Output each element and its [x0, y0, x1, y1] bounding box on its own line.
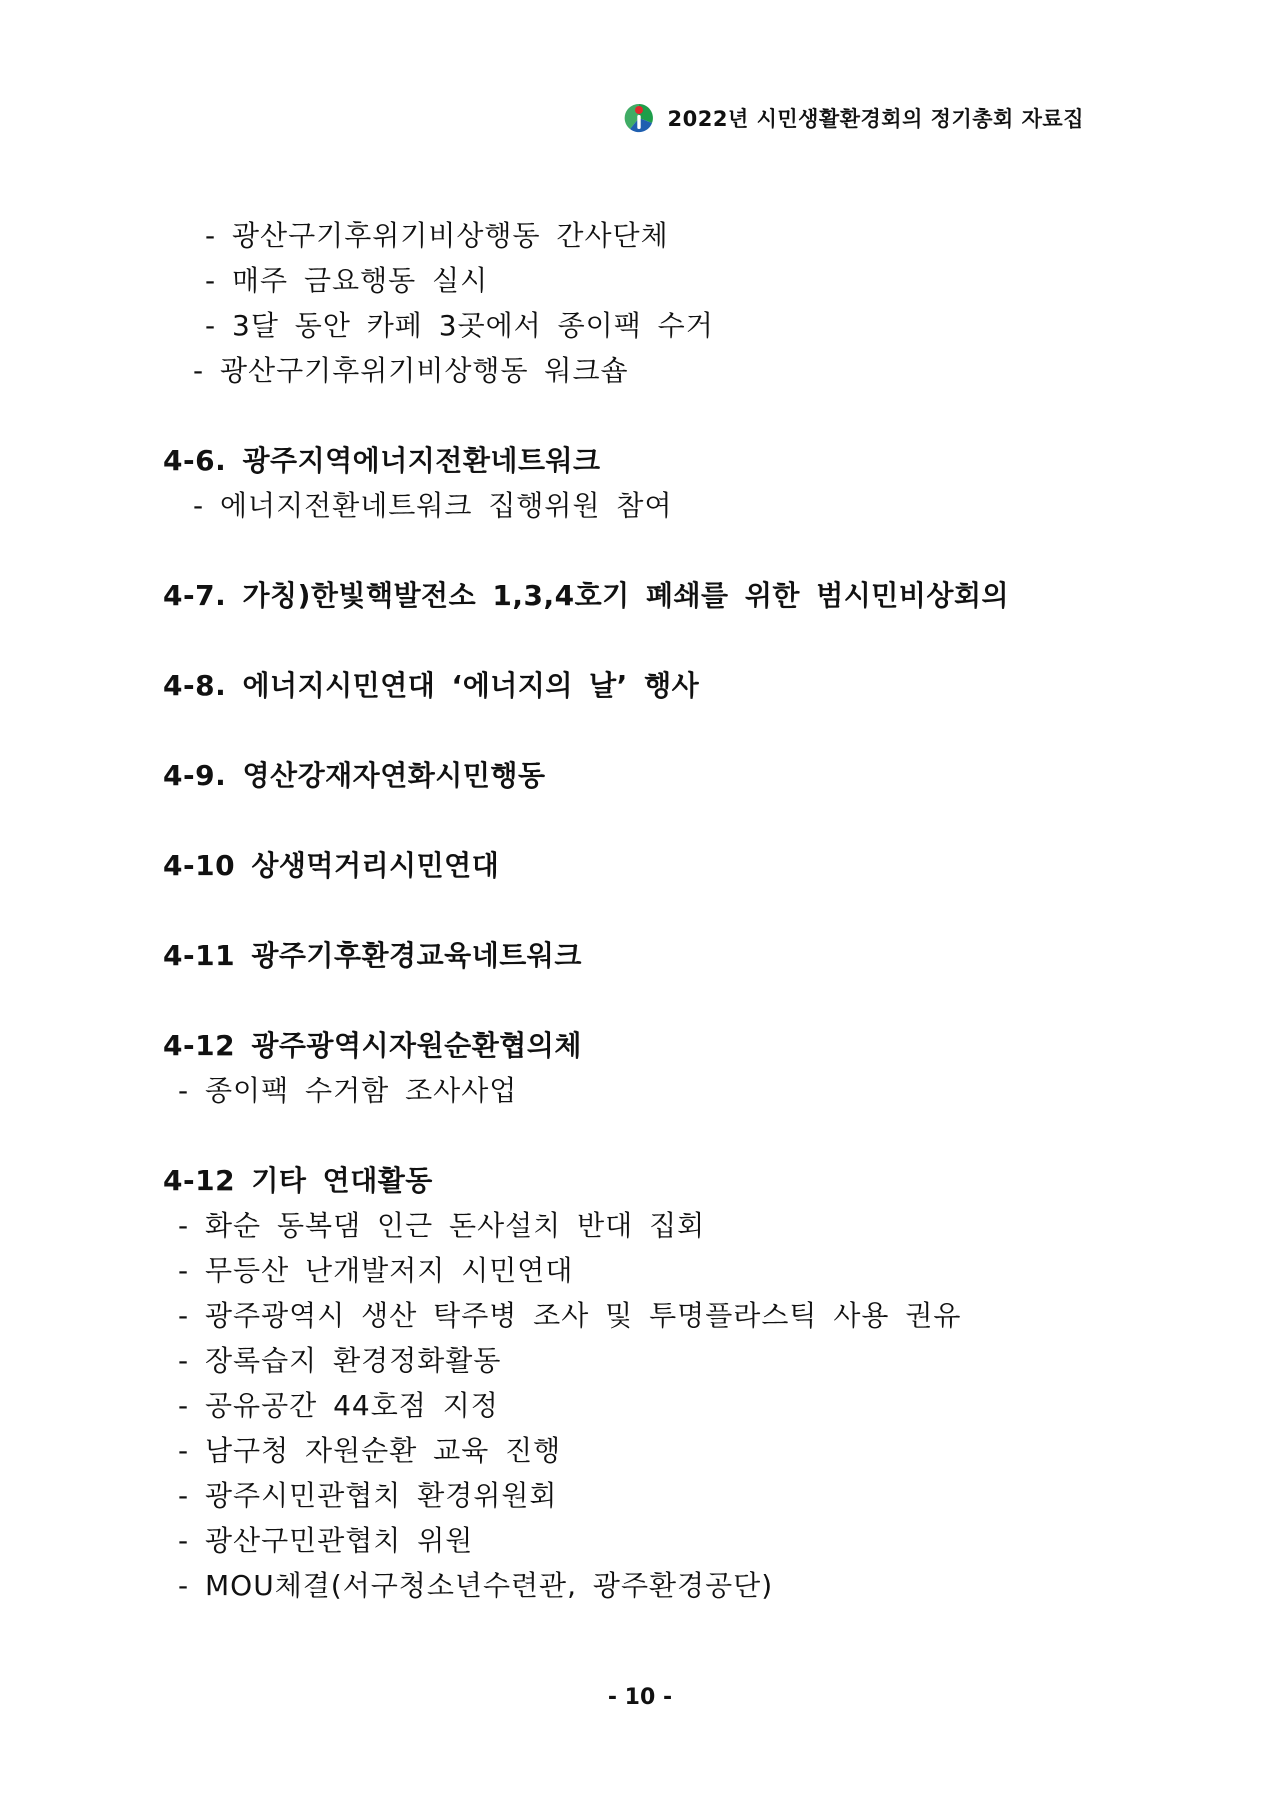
section-heading: 4-8. 에너지시민연대 ‘에너지의 날’ 행사 [163, 669, 700, 702]
list-item: - 매주 금요행동 실시 [205, 264, 489, 297]
section-heading: 4-12 광주광역시자원순환협의체 [163, 1029, 582, 1062]
list-item: - 공유공간 44호점 지정 [178, 1389, 499, 1422]
page-header [624, 103, 1084, 133]
list-item: - 3달 동안 카페 3곳에서 종이팩 수거 [205, 309, 714, 342]
section-heading: 4-11 광주기후환경교육네트워크 [163, 939, 582, 972]
list-item: - 남구청 자원순환 교육 진행 [178, 1434, 562, 1467]
list-item: - 장록습지 환경정화활동 [178, 1344, 502, 1377]
list-item: - MOU체결(서구청소년수련관, 광주환경공단) [178, 1569, 774, 1602]
section-heading: 4-10 상생먹거리시민연대 [163, 849, 500, 882]
org-logo-icon [624, 103, 654, 133]
list-item: - 광산구기후위기비상행동 워크숍 [193, 354, 629, 387]
list-item: - 광산구기후위기비상행동 간사단체 [205, 219, 669, 252]
section-heading: 4-9. 영산강재자연화시민행동 [163, 759, 546, 792]
list-item: - 종이팩 수거함 조사사업 [178, 1074, 518, 1107]
list-item: - 화순 동복댐 인근 돈사설치 반대 집회 [178, 1209, 706, 1242]
section-heading: 4-6. 광주지역에너지전환네트워크 [163, 444, 601, 477]
section-heading: 4-12 기타 연대활동 [163, 1164, 433, 1197]
list-item: - 에너지전환네트워크 집행위원 참여 [193, 489, 673, 522]
list-item: - 광주시민관협치 환경위원회 [178, 1479, 558, 1512]
list-item: - 광주광역시 생산 탁주병 조사 및 투명플라스틱 사용 권유 [178, 1299, 962, 1332]
header-title: 2022년 시민생활환경회의 정기총회 자료집 [667, 107, 1084, 131]
list-item: - 광산구민관협치 위원 [178, 1524, 474, 1557]
page-number: - 10 - [607, 1685, 673, 1710]
section-heading: 4-7. 가칭)한빛핵발전소 1,3,4호기 폐쇄를 위한 범시민비상회의 [163, 579, 1010, 612]
list-item: - 무등산 난개발저지 시민연대 [178, 1254, 574, 1287]
